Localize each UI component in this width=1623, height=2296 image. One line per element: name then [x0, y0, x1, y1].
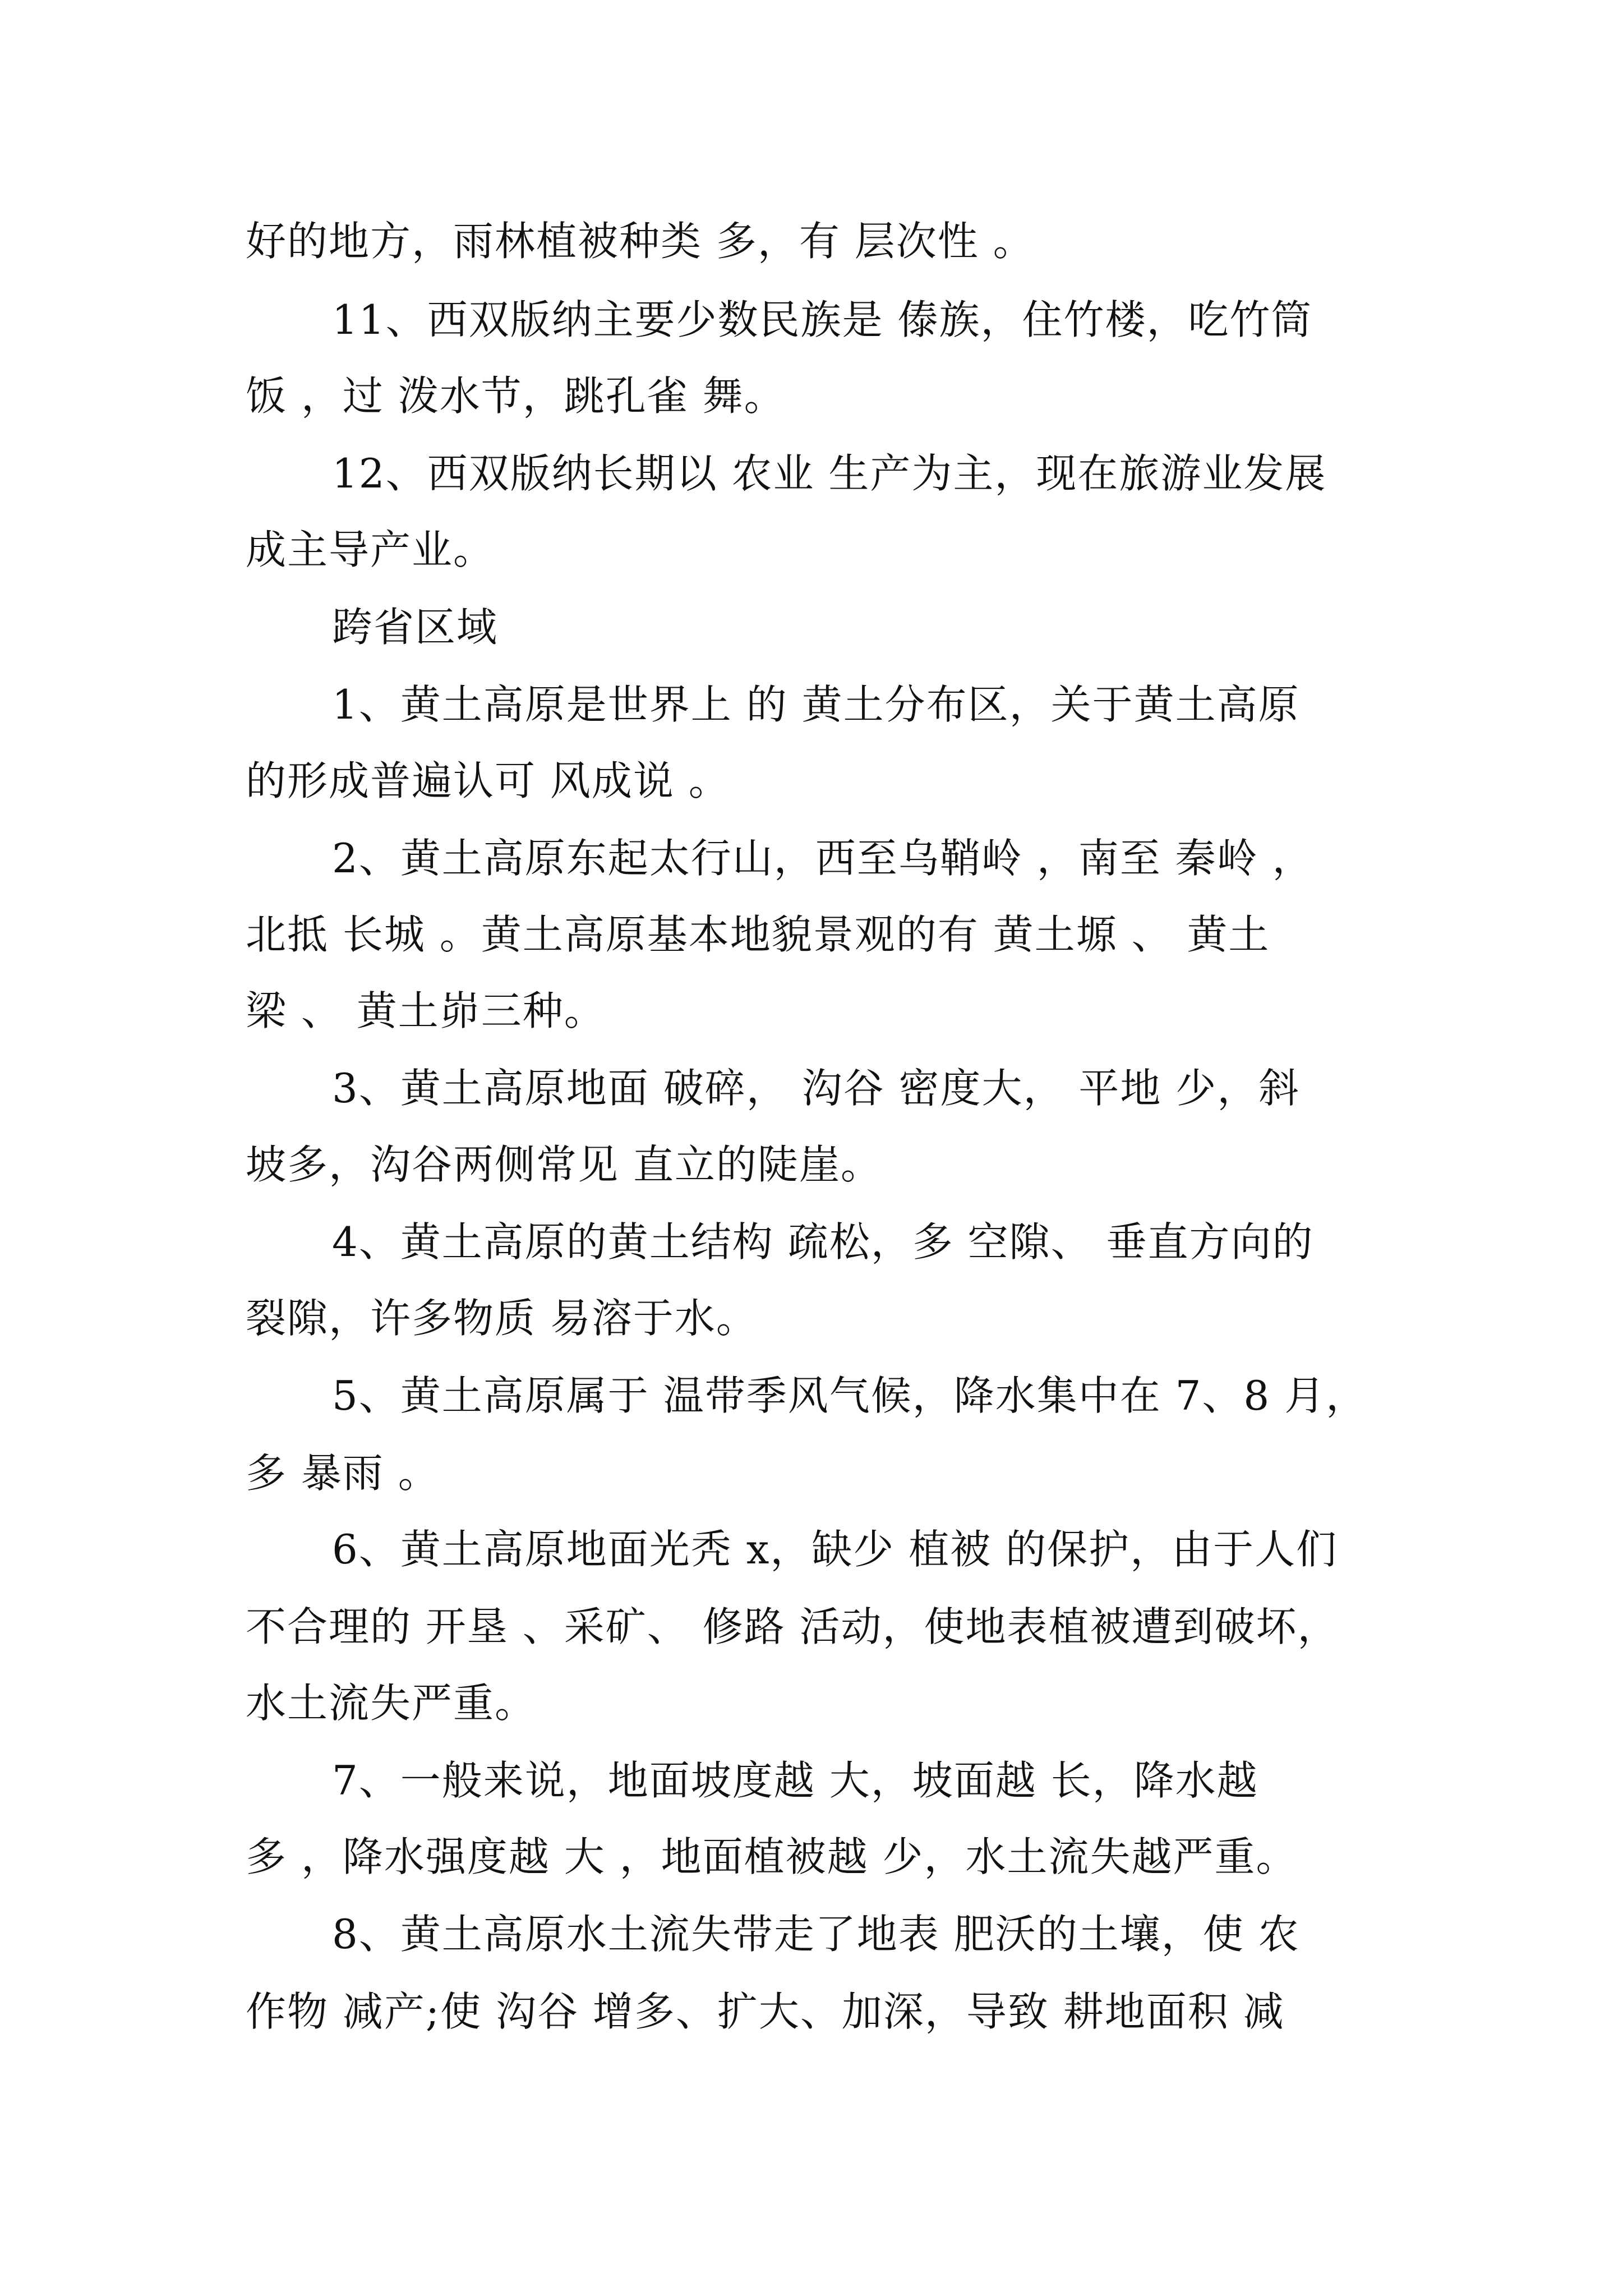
text-line-13: 坡多，沟谷两侧常见 直立的陡崖。	[246, 1141, 882, 1188]
text-line-14: 4、黄土高原的黄土结构 疏松，多 空隙、 垂直方向的	[332, 1218, 1314, 1266]
text-line-10: 北抵 长城 。黄土高原基本地貌景观的有 黄土塬 、 黄土	[246, 911, 1270, 958]
text-line-24: 作物 减产;使 沟谷 增多、扩大、加深，导致 耕地面积 减	[246, 1988, 1285, 2035]
text-line-1: 好的地方，雨林植被种类 多，有 层次性 。	[246, 218, 1035, 265]
section-heading: 跨省区域	[332, 604, 499, 651]
text-line-16: 5、黄土高原属于 温带季风气候，降水集中在 7、8 月，	[332, 1372, 1368, 1419]
text-line-22: 多 ，降水强度越 大 ，地面植被越 少，水土流失越严重。	[246, 1833, 1298, 1880]
text-line-11: 梁 、 黄土峁三种。	[246, 987, 606, 1034]
text-line-12: 3、黄土高原地面 破碎， 沟谷 密度大， 平地 少，斜	[332, 1065, 1301, 1112]
text-line-23: 8、黄土高原水土流失带走了地表 肥沃的土壤，使 农	[332, 1911, 1300, 1958]
text-line-19: 不合理的 开垦 、采矿、 修路 活动，使地表植被遭到破坏，	[246, 1603, 1339, 1650]
text-line-3: 饭 ，过 泼水节，跳孔雀 舞。	[246, 372, 786, 420]
text-line-20: 水土流失严重。	[246, 1680, 537, 1727]
text-line-7: 1、黄土高原是世界上 的 黄土分布区，关于黄土高原	[332, 681, 1300, 728]
text-line-17: 多 暴雨 。	[246, 1450, 440, 1497]
text-line-21: 7、一般来说，地面坡度越 大，坡面越 长，降水越	[332, 1757, 1258, 1804]
text-line-5: 成主导产业。	[246, 526, 495, 573]
text-line-2: 11、西双版纳主要少数民族是 傣族，住竹楼，吃竹筒	[332, 296, 1313, 343]
text-line-8: 的形成普遍认可 风成说 。	[246, 757, 730, 804]
text-line-4: 12、西双版纳长期以 农业 生产为主，现在旅游业发展	[332, 450, 1327, 497]
text-line-15: 裂隙，许多物质 易溶于水。	[246, 1295, 758, 1342]
text-line-9: 2、黄土高原东起太行山，西至乌鞘岭 ，南至 秦岭 ，	[332, 835, 1314, 882]
text-line-18: 6、黄土高原地面光秃 x，缺少 植被 的保护，由于人们	[332, 1526, 1338, 1573]
